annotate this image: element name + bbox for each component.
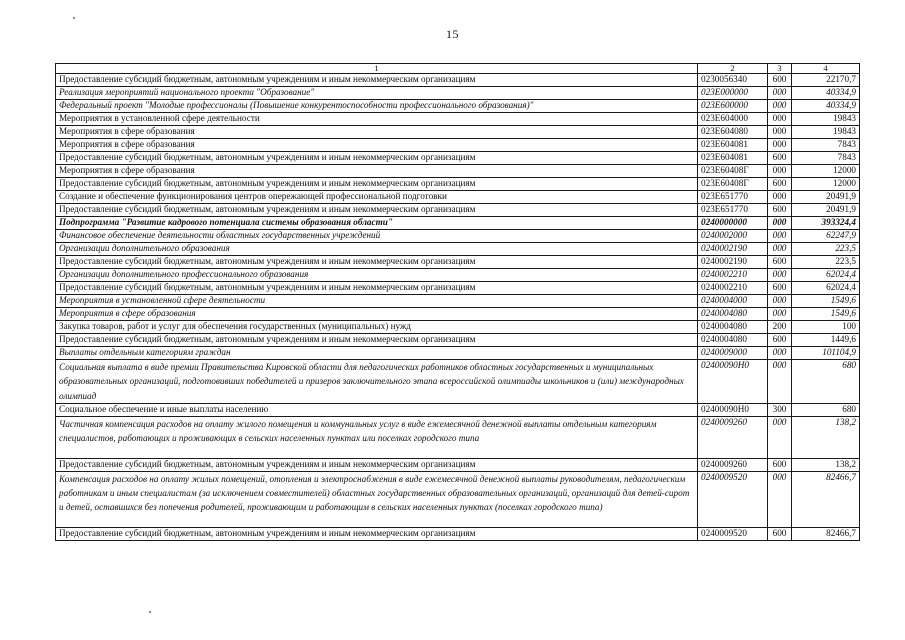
row-amount-cell: 12000 [792,165,860,178]
row-amount-cell: 19843 [792,126,860,139]
row-code-cell: 023E600000 [698,100,768,113]
row-name-cell: Мероприятия в сфере образования [56,126,698,139]
row-amount-cell: 393324,4 [792,217,860,230]
row-type-cell: 200 [768,321,792,334]
row-code-cell: 023E651770 [698,204,768,217]
row-code-cell: 0240002210 [698,269,768,282]
table-row [56,403,860,416]
table-row [56,100,860,113]
row-code-cell: 023E000000 [698,87,768,100]
row-type-cell: 600 [768,334,792,347]
row-code-cell: 023E604000 [698,113,768,126]
row-amount-cell: 19843 [792,113,860,126]
row-type-cell: 000 [768,295,792,308]
row-name-cell: Мероприятия в установленной сфере деятельности [56,113,698,126]
row-code-cell: 0240009520 [698,527,768,540]
row-amount-cell: 138,2 [792,458,860,471]
table-row [56,139,860,152]
table-row [56,165,860,178]
table-row [56,113,860,126]
header-col-2: 2 [698,64,768,74]
row-code-cell: 0240002210 [698,282,768,295]
table-body [56,74,860,541]
row-code-cell: 0240009000 [698,347,768,360]
row-type-cell: 000 [768,139,792,152]
row-name-cell: Мероприятия в сфере образования [56,308,698,321]
row-type-cell: 000 [768,87,792,100]
row-type-cell: 000 [768,269,792,282]
row-amount-cell: 1449,6 [792,334,860,347]
row-type-cell: 000 [768,217,792,230]
row-name-cell: Предоставление субсидий бюджетным, автономным учреждениям и иным некоммерческим организациям [56,334,698,347]
row-amount-cell: 1549,6 [792,295,860,308]
row-type-cell: 600 [768,178,792,191]
row-name-cell: Выплаты отдельным категориям граждан [56,347,698,360]
row-amount-cell: 12000 [792,178,860,191]
scan-speck [149,611,151,613]
table-row [56,152,860,165]
row-amount-cell: 680 [792,360,860,404]
row-amount-cell: 40334,9 [792,100,860,113]
row-code-cell: 023E604080 [698,126,768,139]
row-name-cell: Финансовое обеспечение деятельности областных государственных учреждений [56,230,698,243]
row-code-cell: 0240004000 [698,295,768,308]
row-code-cell: 02400090Н0 [698,403,768,416]
row-name-cell: Предоставление субсидий бюджетным, автономным учреждениям и иным некоммерческим организациям [56,527,698,540]
row-type-cell: 600 [768,527,792,540]
row-code-cell: 0240004080 [698,321,768,334]
table-header-row [56,64,860,74]
row-amount-cell: 100 [792,321,860,334]
table-row [56,74,860,87]
row-type-cell: 000 [768,308,792,321]
row-name-cell: Предоставление субсидий бюджетным, автономным учреждениям и иным некоммерческим организациям [56,458,698,471]
row-name-cell: Мероприятия в установленной сфере деятельности [56,295,698,308]
row-name-cell: Предоставление субсидий бюджетным, автономным учреждениям и иным некоммерческим организациям [56,178,698,191]
row-name-cell: Предоставление субсидий бюджетным, автономным учреждениям и иным некоммерческим организациям [56,204,698,217]
row-name-cell: Закупка товаров, работ и услуг для обеспечения государственных (муниципальных) нужд [56,321,698,334]
row-amount-cell: 223,5 [792,256,860,269]
row-amount-cell: 680 [792,403,860,416]
row-amount-cell: 223,5 [792,243,860,256]
row-name-cell: Предоставление субсидий бюджетным, автономным учреждениям и иным некоммерческим организациям [56,282,698,295]
table-row [56,347,860,360]
row-type-cell: 000 [768,347,792,360]
row-amount-cell: 22170,7 [792,74,860,87]
row-code-cell: 0240002190 [698,243,768,256]
row-amount-cell: 7843 [792,152,860,165]
row-amount-cell: 62024,4 [792,269,860,282]
row-code-cell: 0240009260 [698,416,768,458]
row-code-cell: 0240002000 [698,230,768,243]
row-name-cell: Частичная компенсация расходов на оплату жилого помещения и коммунальных услуг в виде ежемесячной денежной выплаты отдельным категориям специалистов, работающих и проживающих в сельских населенных пунктах или поселках городского типа [56,416,698,458]
row-code-cell: 023E60408Г [698,178,768,191]
row-code-cell: 0240004080 [698,334,768,347]
table-row [56,321,860,334]
row-type-cell: 000 [768,360,792,404]
row-amount-cell: 40334,9 [792,87,860,100]
row-amount-cell: 82466,7 [792,471,860,527]
table-row [56,230,860,243]
row-name-cell: Подпрограмма "Развитие кадрового потенциала системы образования области" [56,217,698,230]
row-type-cell: 000 [768,243,792,256]
row-name-cell: Мероприятия в сфере образования [56,139,698,152]
row-type-cell: 600 [768,204,792,217]
row-code-cell: 023E604081 [698,139,768,152]
row-type-cell: 600 [768,458,792,471]
row-name-cell: Создание и обеспечение функционирования центров опережающей профессиональной подготовки [56,191,698,204]
row-amount-cell: 138,2 [792,416,860,458]
header-col-1: 1 [56,64,698,74]
table-row [56,458,860,471]
row-amount-cell: 62024,4 [792,282,860,295]
row-amount-cell: 20491,9 [792,191,860,204]
row-type-cell: 000 [768,126,792,139]
row-code-cell: 023E651770 [698,191,768,204]
row-name-cell: Социальное обеспечение и иные выплаты населению [56,403,698,416]
row-code-cell: 023E60408Г [698,165,768,178]
table-row [56,126,860,139]
table-row [56,87,860,100]
row-amount-cell: 7843 [792,139,860,152]
row-type-cell: 600 [768,282,792,295]
table-row [56,178,860,191]
row-code-cell: 0240009260 [698,458,768,471]
row-type-cell: 000 [768,230,792,243]
budget-table [55,63,860,541]
row-type-cell: 000 [768,113,792,126]
table-row [56,282,860,295]
row-amount-cell: 62247,9 [792,230,860,243]
row-code-cell: 0240004080 [698,308,768,321]
table-row [56,295,860,308]
page-number: 15 [446,27,459,41]
scan-speck [73,17,75,19]
header-col-3: 3 [768,64,792,74]
row-code-cell: 02400090Н0 [698,360,768,404]
table-row [56,256,860,269]
row-code-cell: 0240000000 [698,217,768,230]
table-row [56,204,860,217]
row-type-cell: 600 [768,256,792,269]
row-type-cell: 000 [768,100,792,113]
row-name-cell: Предоставление субсидий бюджетным, автономным учреждениям и иным некоммерческим организациям [56,74,698,87]
row-code-cell: 0240002190 [698,256,768,269]
table-row [56,527,860,540]
row-type-cell: 000 [768,165,792,178]
row-name-cell: Компенсация расходов на оплату жилых помещений, отопления и электроснабжения в виде ежемесячной денежной выплаты руководителям, педагогическим работникам и иным специалистам (за исключением совместителей) областных государственных образовательных организаций, организаций для детей-сирот и детей, оставшихся без попечения родителей, проживающим и работающим в сельских населенных пунктах (поселках городского типа) [56,471,698,527]
row-type-cell: 000 [768,416,792,458]
row-type-cell: 000 [768,191,792,204]
row-code-cell: 023E604081 [698,152,768,165]
row-name-cell: Мероприятия в сфере образования [56,165,698,178]
row-type-cell: 600 [768,74,792,87]
table-row [56,416,860,458]
row-name-cell: Предоставление субсидий бюджетным, автономным учреждениям и иным некоммерческим организациям [56,256,698,269]
table-row [56,191,860,204]
row-code-cell: 0230056340 [698,74,768,87]
table-row [56,334,860,347]
row-name-cell: Реализация мероприятий национального проекта "Образование" [56,87,698,100]
row-type-cell: 000 [768,471,792,527]
table-row [56,269,860,282]
table-row [56,217,860,230]
row-type-cell: 600 [768,152,792,165]
row-name-cell: Федеральный проект "Молодые профессионалы (Повышение конкурентоспособности профессионального образования)" [56,100,698,113]
row-name-cell: Организации дополнительного образования [56,243,698,256]
row-amount-cell: 1549,6 [792,308,860,321]
row-code-cell: 0240009520 [698,471,768,527]
row-type-cell: 300 [768,403,792,416]
row-name-cell: Социальная выплата в виде премии Правительства Кировской области для педагогических работников областных государственных и муниципальных образовательных организаций, подготовивших победителей и призеров заключительного этапа всероссийской олимпиады школьников и (или) международных олимпиад [56,360,698,404]
row-name-cell: Организации дополнительного профессионального образования [56,269,698,282]
header-col-4: 4 [792,64,860,74]
row-amount-cell: 101104,9 [792,347,860,360]
table-row [56,471,860,527]
table-row [56,360,860,404]
table-row [56,308,860,321]
row-amount-cell: 82466,7 [792,527,860,540]
table-row [56,243,860,256]
row-amount-cell: 20491,9 [792,204,860,217]
row-name-cell: Предоставление субсидий бюджетным, автономным учреждениям и иным некоммерческим организациям [56,152,698,165]
